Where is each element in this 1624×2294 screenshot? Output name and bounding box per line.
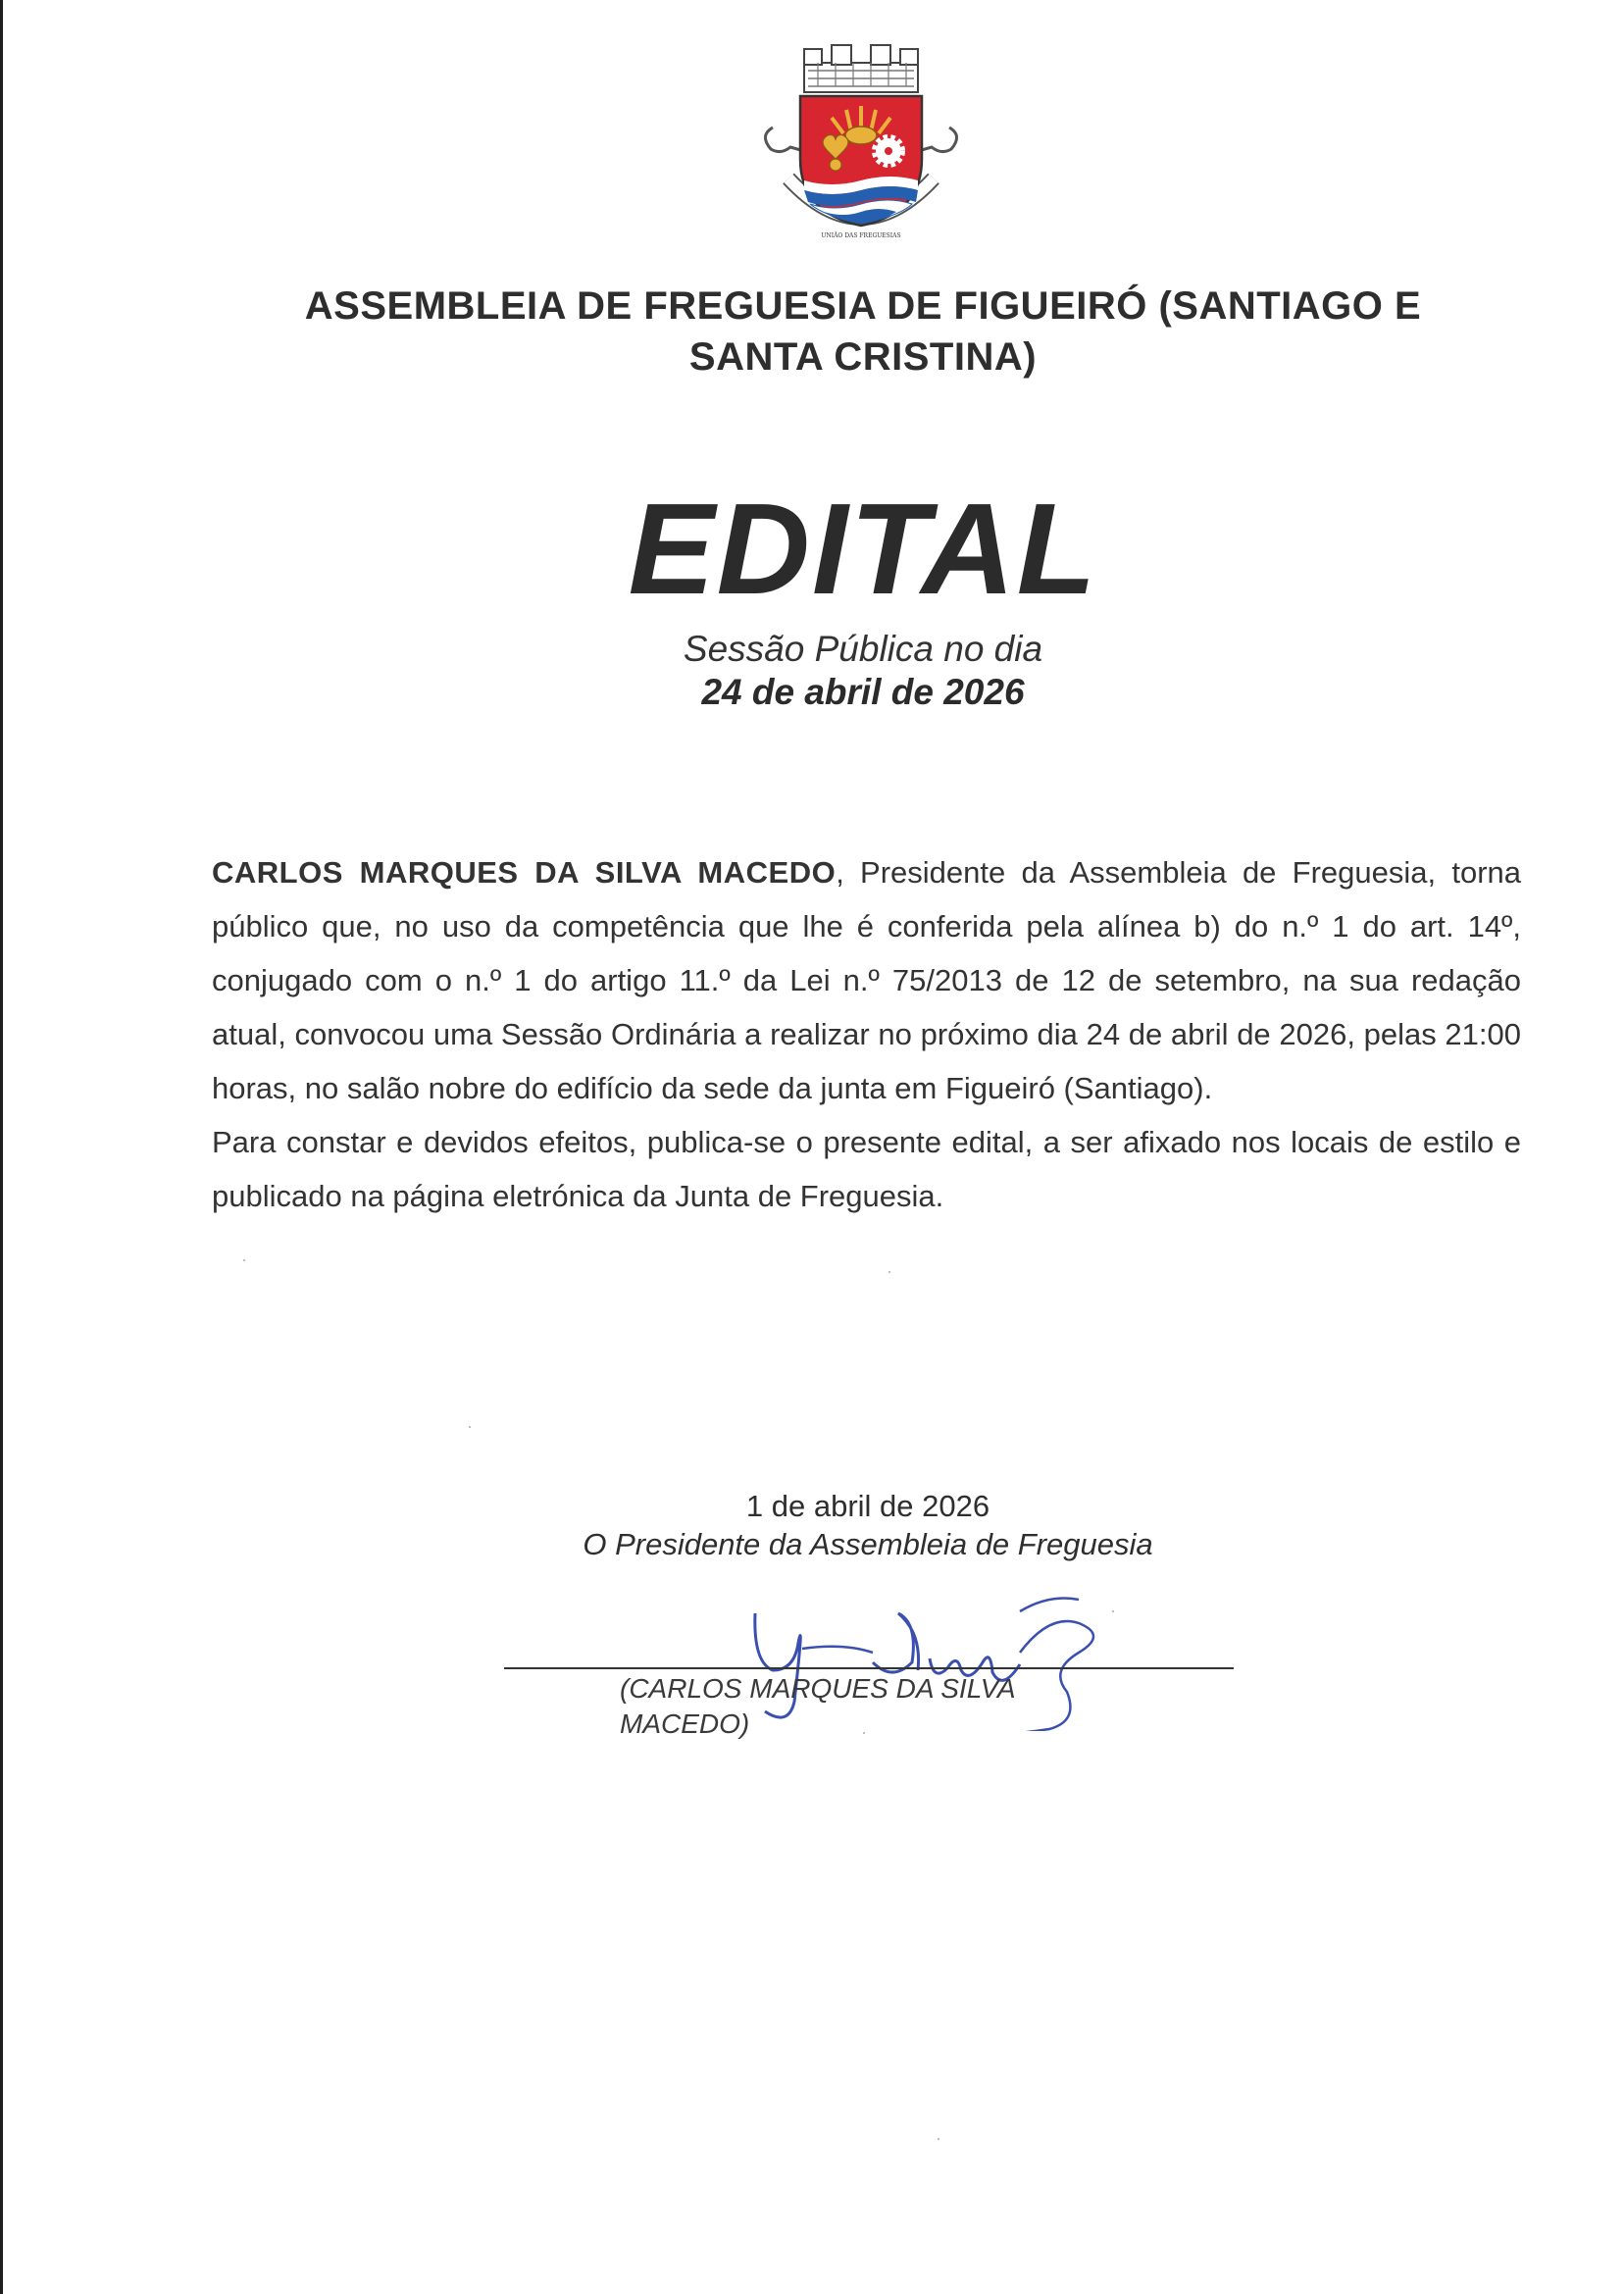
scan-edge: [0, 0, 3, 2294]
body-paragraph-1: [212, 845, 1521, 1115]
svg-text:UNIÃO DAS FREGUESIAS: UNIÃO DAS FREGUESIAS: [821, 232, 901, 239]
signature-date: 1 de abril de 2026: [745, 1489, 990, 1523]
notice-body: [212, 845, 1521, 1223]
assembly-title-line2: SANTA CRISTINA): [688, 335, 1038, 379]
assembly-title-line1: ASSEMBLEIA DE FREGUESIA DE FIGUEIRÓ (SANTIAGO E: [304, 284, 1422, 328]
signatory-printed-name: (CARLOS MARQUES DA SILVA MACEDO): [620, 1673, 1015, 1739]
signatory-role: O Presidente da Assembleia de Freguesia: [583, 1527, 1153, 1561]
assembly-title: [177, 280, 1549, 382]
scan-speck: [469, 1426, 471, 1428]
coat-of-arms-seal: [753, 41, 969, 242]
signature-line: [504, 1667, 1234, 1669]
scan-speck: [243, 1259, 245, 1261]
scan-speck: [888, 1271, 890, 1273]
session-label: Sessão Pública no dia: [683, 629, 1043, 669]
mural-crown: [804, 45, 918, 92]
cogwheel-icon: [876, 138, 901, 164]
scan-speck: [1112, 1610, 1114, 1612]
body-paragraph-1-text: , Presidente da Assembleia de Freguesia, torna público que, no uso da competência que lhe é conferida pela alínea b) do n.º 1 do art. 14º, conjugado com o n.º 1 do artigo 11.º da Lei n.º 75/2013 de 12 de setembro, na sua redação atual, convocou uma Sessão Ordinária a realizar no próximo dia 24 de abril de 2026, pelas 21:00 horas, no salão nobre do edifício da sede da junta em Figueiró (Santiago).: [212, 855, 1522, 1105]
president-name: CARLOS MARQUES DA SILVA MACEDO: [212, 855, 837, 890]
edital-heading: EDITAL: [628, 477, 1098, 621]
session-date: 24 de abril de 2026: [701, 672, 1025, 712]
scan-speck: [938, 2138, 939, 2140]
scan-speck: [863, 1732, 865, 1734]
body-paragraph-2: Para constar e devidos efeitos, publica-se o presente edital, a ser afixado nos locais de estilo e publicado na página eletrónica da Junta de Freguesia.: [212, 1125, 1521, 1213]
